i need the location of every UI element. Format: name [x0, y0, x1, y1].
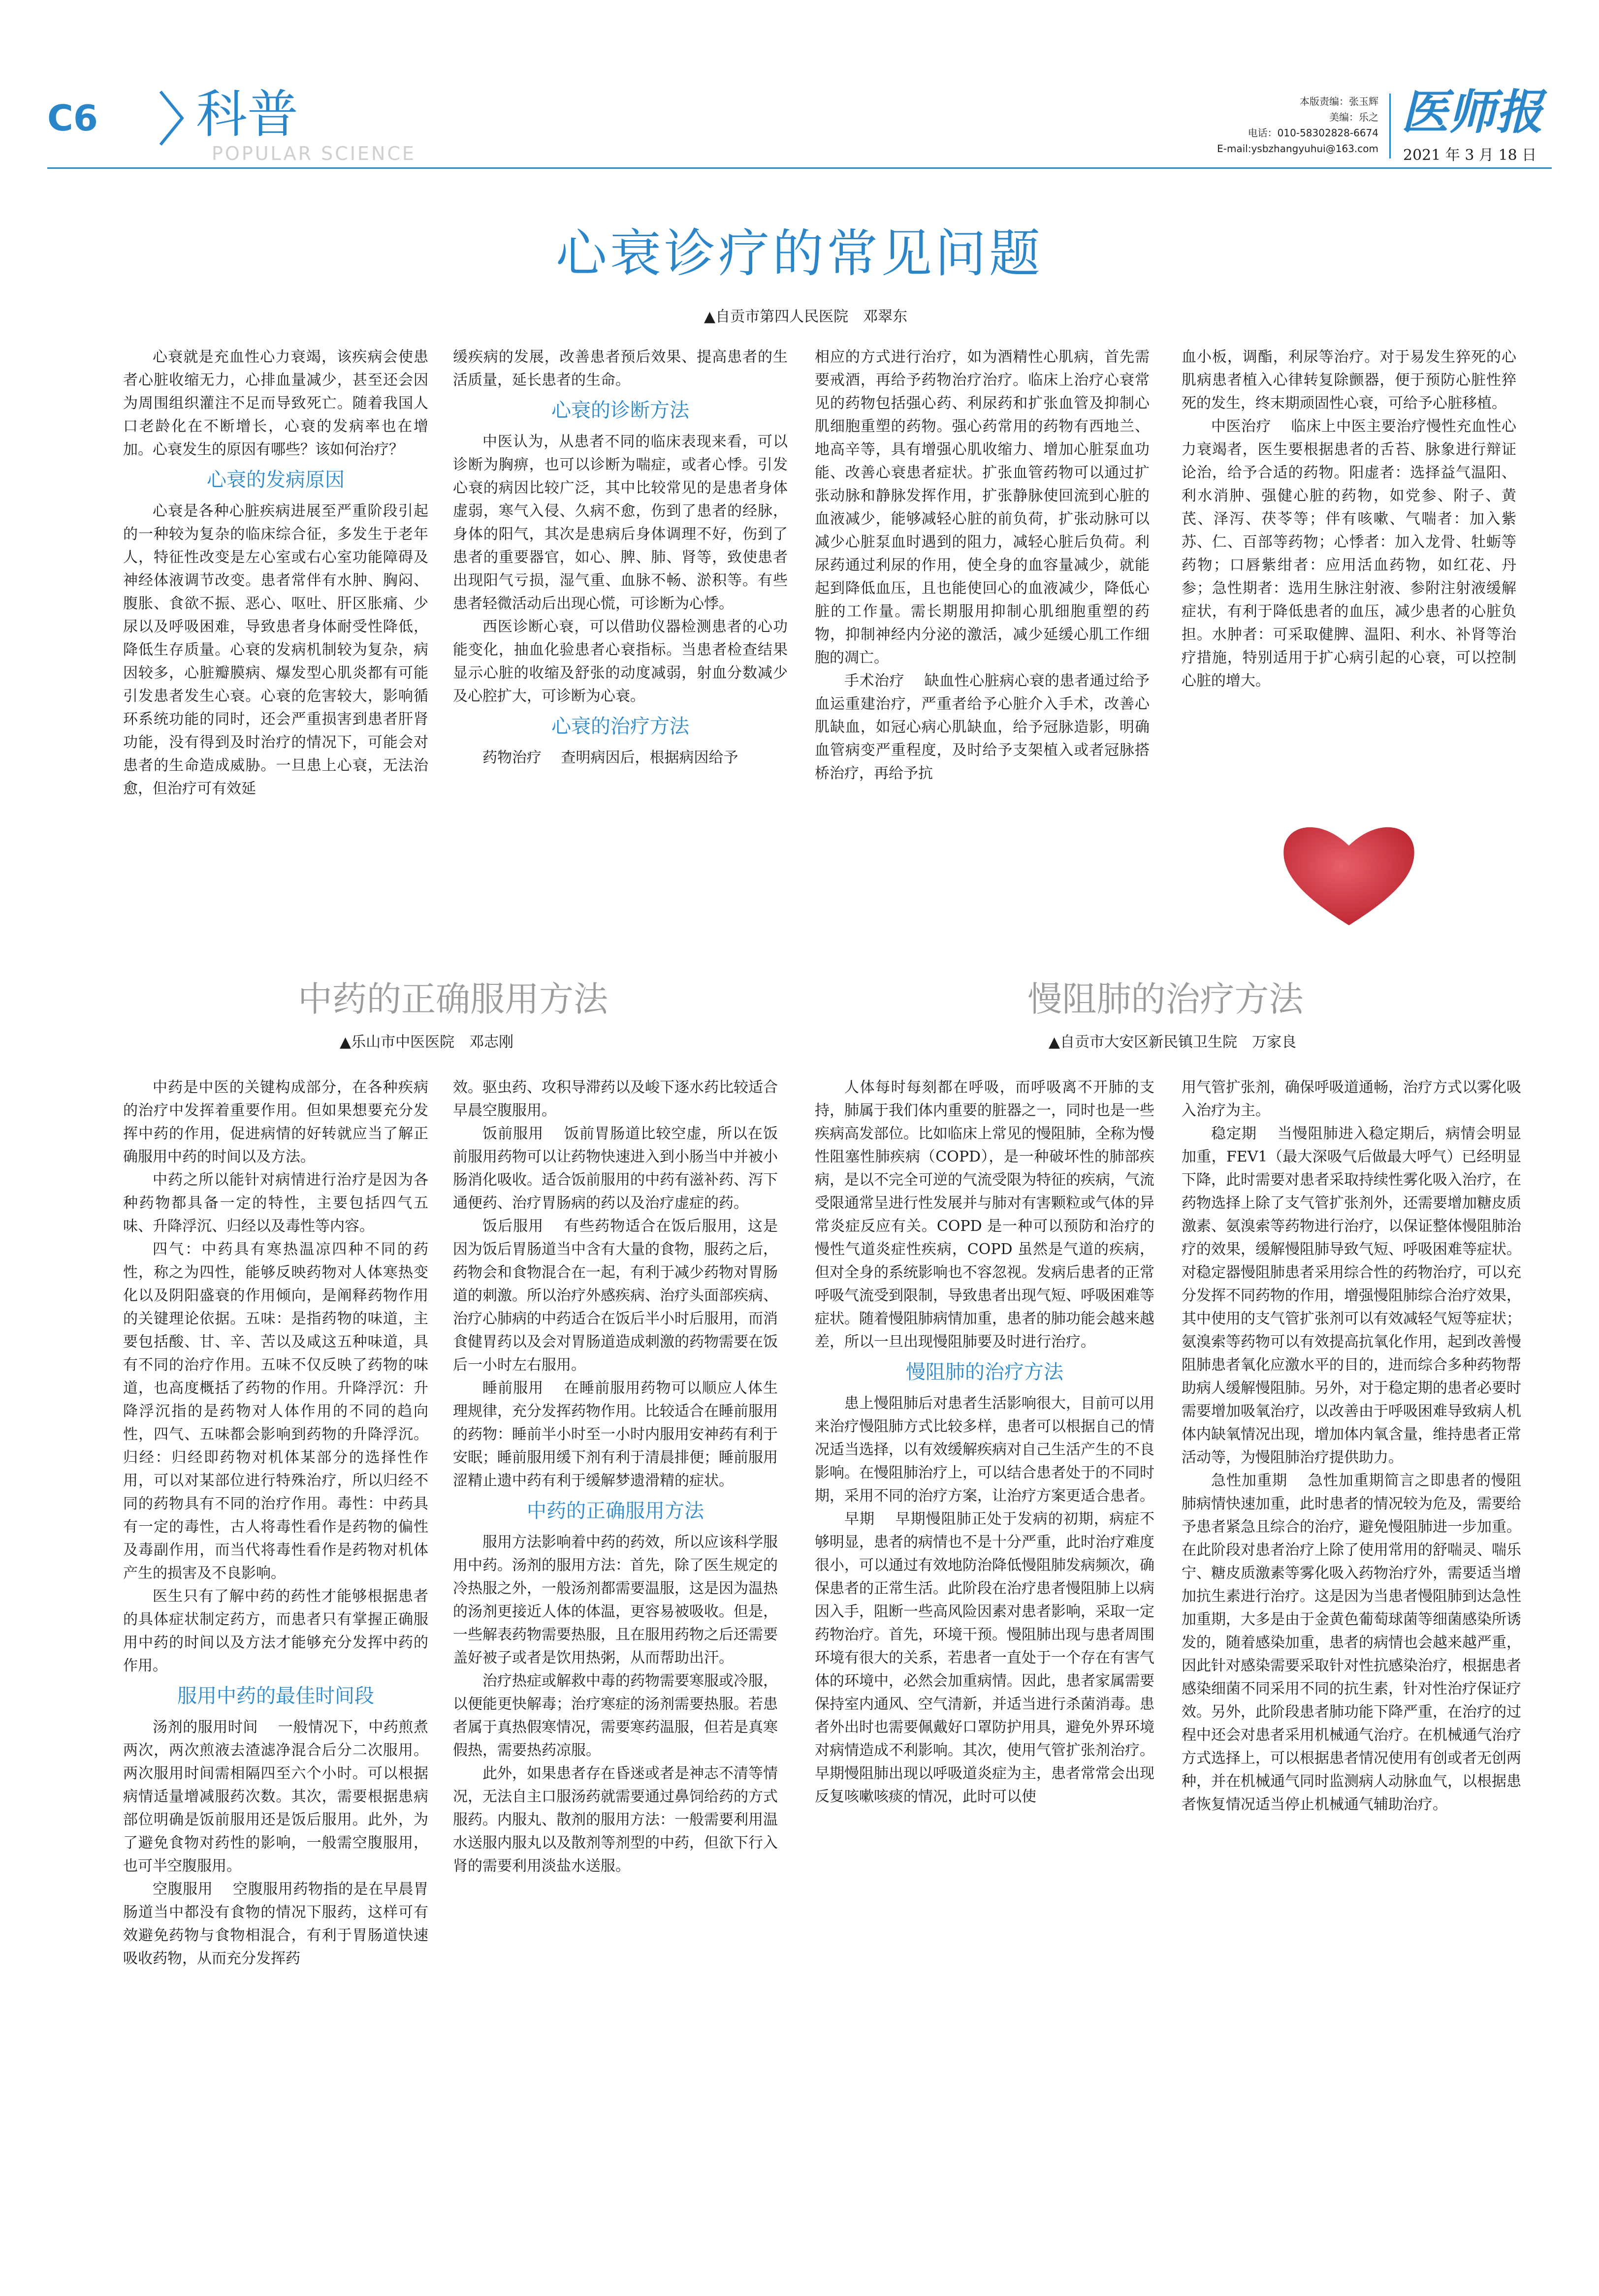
article3-col1	[815, 1076, 1154, 2237]
paragraph: 四气：中药具有寒热温凉四种不同的药性，称之为四性，能够反映药物对人体寒热变化以及阴阳盛衰的作用倾向，是阐释药物作用的关键理论依据。五味：是指药物的味道，主要包括酸、甘、辛、苦以及咸这五种味道，具有不同的治疗作用。五味不仅反映了药物的味道，也高度概括了药物的作用。升降浮沉：升降浮沉指的是药物对人体作用的不同的趋向性，四气、五味都会影响到药物的升降浮沉。归经：归经即药物对机体某部分的选择性作用，可以对某部位进行特殊治疗，所以归经不同的药物具有不同的治疗作用。毒性：中药具有一定的毒性，古人将毒性看作是药物的偏性及毒副作用，而当代将毒性看作是药物对机体产生的损害及不良影响。	[123, 1241, 428, 1582]
paragraph: 此外，如果患者存在昏迷或者是神志不清等情况，无法自主口服汤药就需要通过鼻饲给药的方式服药。内服丸、散剂的服用方法：一般需要利用温水送服内服丸以及散剂等剂型的中药，但欲下行入肾的需要利用淡盐水送服。	[453, 1765, 778, 1875]
paragraph: 饭前服用 饭前胃肠道比较空虚，所以在饭前服用药物可以让药物快速进入到小肠当中并被小肠消化吸收。适合饭前服用的中药有滋补药、泻下通便药、治疗胃肠病的药以及治疗虚症的药。	[453, 1125, 778, 1212]
editor-info	[1152, 94, 1378, 157]
article3-byline: ▲自贡市大安区新民镇卫生院 万家良	[1049, 1034, 1297, 1051]
paragraph: 急性加重期 急性加重期简言之即患者的慢阻肺病情快速加重，此时患者的情况较为危及，需要给予患者紧急且综合的治疗，避免慢阻肺进一步加重。在此阶段对患者治疗上除了使用常用的舒喘灵、喘乐宁、糖皮质激素等雾化吸入药物治疗外，需要适当增加抗生素进行治疗。这是因为当患者慢阻肺到达急性加重期，大多是由于金黄色葡萄球菌等细菌感染所诱发的，随着感染加重，患者的病情也会越来越严重，因此针对感染需要采取针对性抗感染治疗，根据患者感染细菌不同采用不同的抗生素，针对性治疗保证疗效。另外，此阶段患者肺功能下降严重，在治疗的过程中还会对患者采用机械通气治疗。在机械通气治疗方式选择上，可以根据患者情况使用有创或者无创两种，并在机械通气同时监测病人动脉血气，以根据患者恢复情况适当停止机械通气辅助治疗。	[1182, 1472, 1521, 1813]
paragraph: 空腹服用 空腹服用药物指的是在早晨胃肠道当中都没有食物的情况下服药，这样可有效避免药物与食物相混合，有利于胃肠道快速吸收药物，从而充分发挥药	[123, 1881, 428, 1967]
article2-col1	[123, 1076, 428, 2237]
paragraph: 缓疾病的发展，改善患者预后效果、提高患者的生活质量，延长患者的生命。	[453, 348, 788, 389]
header-rule	[47, 167, 1552, 169]
paragraph: 相应的方式进行治疗，如为酒精性心肌病，首先需要戒酒，再给予药物治疗治疗。临床上治疗心衰常见的药物包括强心药、利尿药和扩张血管及抑制心肌细胞重塑的药物。强心药常用的药物有西地兰、地高辛等，具有增强心肌收缩力、增加心脏泵血功能、改善心衰患者症状。扩张血管药物可以通过扩张动脉和静脉发挥作用，扩张静脉使回流到心脏的血液减少，能够减轻心脏的前负荷，扩张动脉可以减少心脏泵血时遇到的阻力，减轻心脏后负荷。利尿药通过利尿的作用，使全身的血容量减少，就能起到降低血压，且也能使回心的血液减少，降低心脏的工作量。需长期服用抑制心肌细胞重塑的药物，抑制神经内分泌的激活，减少延缓心肌工作细胞的凋亡。	[815, 348, 1150, 666]
section-subtitle: POPULAR SCIENCE	[212, 143, 416, 164]
designer: 美编：乐之	[1329, 111, 1378, 123]
paragraph: 中医治疗 临床上中医主要治疗慢性充血性心力衰竭者，医生要根据患者的舌苔、脉象进行辩证论治，给予合适的药物。阳虚者：选择益气温阳、利水消肿、强健心脏的药物，如党参、附子、黄芪、泽泻、茯苓等；伴有咳嗽、气喘者：加入紫苏、仁、百部等药物；心悸者：加入龙骨、牡蛎等药物；口唇紫绀者：应用活血药物，如红花、丹参；急性期者：选用生脉注射液、参附注射液缓解症状，有利于降低患者的血压，减少患者的心脏负担。水肿者：可采取健脾、温阳、利水、补肾等治疗措施，特别适用于扩心病引起的心衰，可以控制心脏的增大。	[1182, 418, 1516, 690]
masthead-logo: 医师报	[1401, 84, 1543, 140]
paragraph: 西医诊断心衰，可以借助仪器检测患者的心功能变化，抽血化验患者心衰指标。当患者检查结果显示心脏的收缩及舒张的动度减弱，射血分数减少及心腔扩大，可诊断为心衰。	[453, 618, 788, 705]
paragraph: 心衰是各种心脏疾病进展至严重阶段引起的一种较为复杂的临床综合征，多发生于老年人，特征性改变是左心室或右心室功能障碍及神经体液调节改变。患者常伴有水肿、胸闷、腹胀、食欲不振、恶心、呕吐、肝区胀痛、少尿以及呼吸困难，导致患者身体耐受性降低，降低生存质量。心衰的发病机制较为复杂，病因较多，心脏瓣膜病、爆发型心肌炎都有可能引发患者发生心衰。心衰的危害较大，影响循环系统功能的同时，还会严重损害到患者肝肾功能，没有得到及时治疗的情况下，可能会对患者的生命造成威胁。一旦患上心衰，无法治愈，但治疗可有效延	[123, 503, 428, 797]
email: E-mail:ysbzhangyuhui@163.com	[1217, 143, 1378, 155]
paragraph: 中药之所以能针对病情进行治疗是因为各种药物都具备一定的特性，主要包括四气五味、升降浮沉、归经以及毒性等内容。	[123, 1171, 428, 1235]
phone: 电话：010-58302828-6674	[1247, 127, 1378, 139]
paragraph: 治疗热症或解救中毒的药物需要寒服或冷服，以便能更快解毒；治疗寒症的汤剂需要热服。若患者属于真热假寒情况，需要寒药温服，但若是真寒假热，需要热药凉服。	[453, 1672, 778, 1759]
heart-image	[1275, 817, 1423, 930]
article1-title: 心衰诊疗的常见问题	[555, 223, 1043, 283]
article1-byline: ▲自贡市第四人民医院 邓翠东	[704, 308, 908, 325]
paragraph: 中药是中医的关键构成部分，在各种疾病的治疗中发挥着重要作用。但如果想要充分发挥中药的作用，促进病情的好转就应当了解正确服用中药的时间以及方法。	[123, 1079, 428, 1165]
article1-col1	[123, 346, 428, 926]
masthead-divider	[1389, 94, 1391, 158]
article1-col3	[815, 346, 1150, 926]
editor: 本版责编：张玉辉	[1300, 95, 1378, 107]
paragraph: 药物治疗 查明病因后，根据病因给予	[482, 749, 738, 766]
paragraph: 服用方法影响着中药的药效，所以应该科学服用中药。汤剂的服用方法：首先，除了医生规定的冷热服之外，一般汤剂都需要温服，这是因为温热的汤剂更接近人体的体温，更容易被吸收。但是，一些解表药物需要热服，且在服用药物之后还需要盖好被子或者是饮用热粥，从而帮助出汗。	[453, 1534, 778, 1667]
paragraph: 用气管扩张剂，确保呼吸道通畅，治疗方式以雾化吸入治疗为主。	[1182, 1079, 1521, 1119]
article2-title: 中药的正确服用方法	[298, 979, 608, 1019]
paragraph: 效。驱虫药、攻积导滞药以及峻下逐水药比较适合早晨空腹服用。	[453, 1079, 778, 1119]
paragraph: 中医认为，从患者不同的临床表现来看，可以诊断为胸痹，也可以诊断为喘症，或者心悸。引发心衰的病因比较广泛，其中比较常见的是患者身体虚弱，寒气入侵、久病不愈，伤到了患者的经脉，身体的阳气，其次是患病后身体调理不好，伤到了患者的重要器官，如心、脾、肺、肾等，致使患者出现阳气亏损，湿气重、血脉不畅、淤积等。有些患者轻微活动后出现心慌，可诊断为心悸。	[453, 433, 788, 612]
subheading: 心衰的诊断方法	[551, 399, 689, 422]
paragraph: 心衰就是充血性心力衰竭，该疾病会使患者心脏收缩无力，心排血量减少，甚至还会因为周围组织灌注不足而导致死亡。随着我国人口老龄化在不断增长，心衰的发病率也在增加。心衰发生的原因有哪些？该如何治疗？	[123, 348, 428, 458]
paragraph: 稳定期 当慢阻肺进入稳定期后，病情会明显加重，FEV1（最大深吸气后做最大呼气）已经明显下降，此时需要对患者采取持续性雾化吸入治疗，在药物选择上除了支气管扩张剂外，还需要增加糖皮质激素、氨溴索等药物进行治疗，以保证整体慢阻肺治疗的效果，缓解慢阻肺导致气短、呼吸困难等症状。对稳定器慢阻肺患者采用综合性的药物治疗，可以充分发挥不同药物的作用，增强慢阻肺综合治疗效果，其中使用的支气管扩张剂可以有效减轻气短等症状；氨溴索等药物可以有效提高抗氧化作用，起到改善慢阻肺患者氧化应激水平的目的，进而综合多种药物帮助病人缓解慢阻肺。另外，对于稳定期的患者必要时需要增加吸氧治疗，以改善由于呼吸困难导致病人机体内缺氧情况出现，增加体内氧含量，维持患者正常活动等，为慢阻肺治疗提供助力。	[1182, 1125, 1521, 1466]
subheading: 心衰的治疗方法	[551, 715, 689, 738]
article3-col2	[1182, 1076, 1521, 2237]
paragraph: 患上慢阻肺后对患者生活影响很大，目前可以用来治疗慢阻肺方式比较多样，患者可以根据自己的情况适当选择，以有效缓解疾病对自己生活产生的不良影响。在慢阻肺治疗上，可以结合患者处于的不同时期，采用不同的治疗方案，让治疗方案更适合患者。	[815, 1395, 1154, 1505]
subheading: 慢阻肺的治疗方法	[906, 1361, 1063, 1384]
article1-col4	[1182, 346, 1516, 838]
chevron-icon	[157, 89, 186, 148]
article2-byline: ▲乐山市中医医院 邓志刚	[340, 1034, 514, 1051]
paragraph: 医生只有了解中药的药性才能够根据患者的具体症状制定药方，而患者只有掌握正确服用中药的时间以及方法才能够充分发挥中药的作用。	[123, 1588, 428, 1674]
paragraph: 早期 早期慢阻肺正处于发病的初期，病症不够明显，患者的病情也不是十分严重，此时治疗难度很小，可以通过有效地防治降低慢阻肺发病频次，确保患者的正常生活。此阶段在治疗患者慢阻肺上以病因入手，阻断一些高风险因素对患者影响，采取一定药物治疗。首先，环境干预。慢阻肺出现与患者周围环境有很大的关系，若患者一直处于一个存在有害气体的环境中，必然会加重病情。因此，患者家属需要保持室内通风、空气清新，并适当进行杀菌消毒。患者外出时也需要佩戴好口罩防护用具，避免外界环境对病情造成不利影响。其次，使用气管扩张剂治疗。早期慢阻肺出现以呼吸道炎症为主，患者常常会出现反复咳嗽咳痰的情况，此时可以使	[815, 1510, 1154, 1805]
paragraph: 血小板，调酯，利尿等治疗。对于易发生猝死的心肌病患者植入心律转复除颤器，便于预防心脏性猝死的发生，终末期顽固性心衰，可给予心脏移植。	[1182, 348, 1516, 412]
paragraph: 饭后服用 有些药物适合在饭后服用，这是因为饭后胃肠道当中含有大量的食物，服药之后，药物会和食物混合在一起，有利于减少药物对胃肠道的刺激。所以治疗外感疾病、治疗头面部疾病、治疗心肺病的中药适合在饭后半小时后服用，而消食健胃药以及会对胃肠道造成刺激的药物需要在饭后一小时左右服用。	[453, 1218, 778, 1374]
paragraph: 手术治疗 缺血性心脏病心衰的患者通过给予血运重建治疗，严重者给予心脏介入手术，改善心肌缺血，如冠心病心肌缺血，给予冠脉造影，明确血管病变严重程度，及时给予支架植入或者冠脉搭桥治疗，再给予抗	[815, 672, 1150, 782]
paragraph: 汤剂的服用时间 一般情况下，中药煎煮两次，两次煎液去渣滤净混合后分二次服用。两次服用时间需相隔四至六个小时。可以根据病情适量增减服药次数。其次，需要根据患病部位明确是饭前服用还是饭后服用。此外，为了避免食物对药性的影响，一般需空腹服用，也可半空腹服用。	[123, 1719, 428, 1875]
article1-col2	[453, 346, 788, 926]
subheading: 服用中药的最佳时间段	[177, 1685, 374, 1707]
paragraph: 人体每时每刻都在呼吸，而呼吸离不开肺的支持，肺属于我们体内重要的脏器之一，同时也是一些疾病高发部位。比如临床上常见的慢阻肺，全称为慢性阻塞性肺疾病（COPD），是一种破坏性的肺部疾病，是以不完全可逆的气流受限为特征的疾病，气流受限通常呈进行性发展并与肺对有害颗粒或气体的异常炎症反应有关。COPD 是一种可以预防和治疗的慢性气道炎症性疾病，COPD 虽然是气道的疾病，但对全身的系统影响也不容忽视。发病后患者的正常呼吸气流受到限制，导致患者出现气短、呼吸困难等症状。随着慢阻肺病情加重，患者的肺功能会越来越差，所以一旦出现慢阻肺要及时进行治疗。	[815, 1079, 1154, 1351]
paragraph: 睡前服用 在睡前服用药物可以顺应人体生理规律，充分发挥药物作用。比较适合在睡前服用的药物：睡前半小时至一小时内服用安神药有利于安眠；睡前服用缓下剂有利于清晨排便；睡前服用涩精止遗中药有利于缓解梦遗滑精的症状。	[453, 1380, 778, 1489]
article3-title: 慢阻肺的治疗方法	[1027, 979, 1304, 1019]
subheading: 中药的正确服用方法	[527, 1500, 704, 1522]
subheading: 心衰的发病原因	[207, 469, 345, 491]
article2-col2	[453, 1076, 778, 2237]
issue-date: 2021 年 3 月 18 日	[1403, 147, 1537, 164]
section-title: 科普	[196, 84, 299, 144]
page-number: C6	[47, 97, 98, 139]
